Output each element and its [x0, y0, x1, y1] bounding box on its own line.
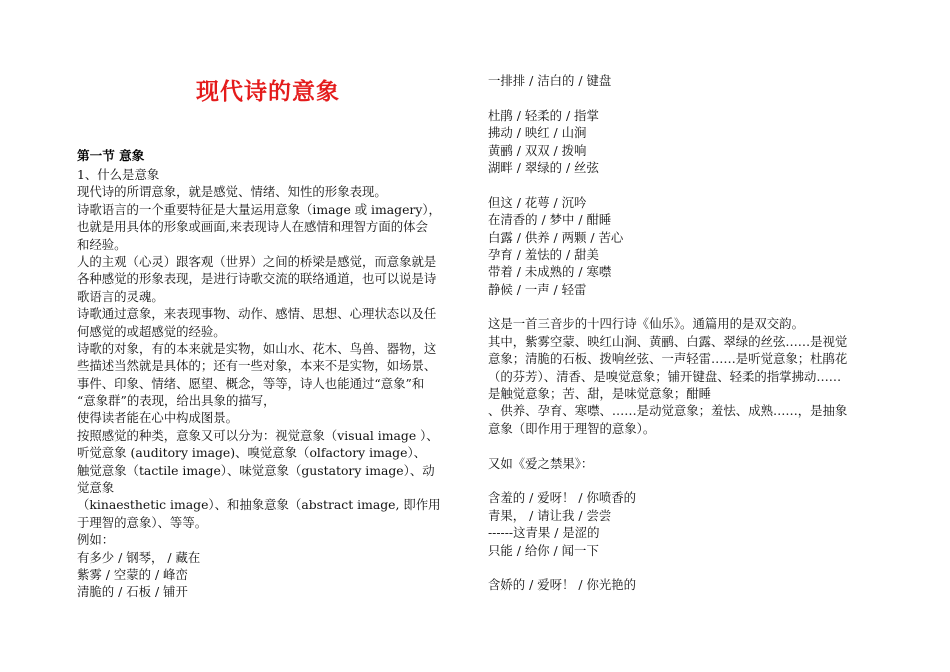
right-column-text — [488, 72, 898, 594]
body-text-line: 意象；清脆的石板、拨响丝弦、一声轻雷……是听觉意象；杜鹃花 — [488, 351, 848, 367]
body-text-line: 人的主观（心灵）跟客观（世界）之间的桥梁是感觉，而意象就是 — [77, 253, 437, 269]
body-text-line: 些描述当然就是具体的；还有一些对象，本来不是实物，如场景、 — [77, 358, 437, 374]
body-text-line: （kinaesthetic image）、和抽象意象（abstract image, 即作用 — [77, 497, 441, 513]
body-text-line: 含娇的 / 爱呀！ / 你光艳的 — [488, 577, 637, 593]
body-text-line: 紫雾 / 空蒙的 / 峰峦 — [77, 566, 188, 582]
body-text-line: 青果， / 请让我 / 尝尝 — [488, 507, 612, 523]
blank-line — [488, 89, 898, 106]
body-text-line: 使得读者能在心中构成图景。 — [77, 410, 239, 426]
body-text-line: 是触觉意象；苦、甜，是味觉意象；酣睡 — [488, 386, 712, 402]
document-title: 现代诗的意象 — [196, 79, 340, 105]
blank-line — [488, 559, 898, 576]
body-text-line: 其中，紫雾空蒙、映红山涧、黄鹂、白露、翠绿的丝弦……是视觉 — [488, 333, 848, 349]
left-column-text — [77, 166, 469, 601]
body-text-line: 但这 / 花萼 / 沉吟 — [488, 194, 587, 210]
blank-line — [488, 176, 898, 193]
body-text-line: 有多少 / 钢琴， / 藏在 — [77, 549, 201, 565]
body-text-line: 杜鹃 / 轻柔的 / 指掌 — [488, 107, 599, 123]
body-text-line: （的芬芳）、清香、是嗅觉意象；铺开键盘、轻柔的指掌拂动…… — [488, 368, 842, 384]
blank-line — [488, 472, 898, 489]
body-text-line: 也就是用具体的形象或画面,来表现诗人在感情和理智方面的体会 — [77, 219, 428, 235]
body-text-line: 、供养、孕育、寒噤、……是动觉意象；羞怯、成熟……，是抽象 — [488, 403, 848, 419]
body-text-line: 黄鹂 / 双双 / 拨响 — [488, 142, 587, 158]
body-text-line: 带着 / 未成熟的 / 寒噤 — [488, 264, 612, 280]
body-text-line: 按照感觉的种类，意象又可以分为：视觉意象（visual image ）、 — [77, 427, 439, 443]
body-text-line: 1、什么是意象 — [77, 167, 160, 182]
body-text-line: 例如： — [77, 532, 115, 548]
body-text-line: 觉意象 — [77, 480, 115, 496]
body-text-line: 诗歌语言的一个重要特征是大量运用意象（image 或 imagery）， — [77, 201, 441, 217]
body-text-line: 于理智的意象）、等等。 — [77, 514, 208, 530]
body-text-line: 在清香的 / 梦中 / 酣睡 — [488, 212, 612, 228]
body-text-line: 何感觉的或超感觉的经验。 — [77, 323, 226, 339]
body-text-line: 意象（即作用于理智的意象）。 — [488, 420, 656, 436]
body-text-line: 和经验。 — [77, 236, 127, 252]
blank-line — [488, 437, 898, 454]
body-text-line: 这是一首三音步的十四行诗《仙乐》。通篇用的是双交韵。 — [488, 316, 804, 332]
body-text-line: 听觉意象 (auditory image)、嗅觉意象（olfactory image）、 — [77, 445, 427, 461]
body-text-line: 现代诗的所谓意象，就是感觉、情绪、知性的形象表现。 — [77, 184, 387, 200]
body-text-line: 诗歌通过意象，来表现事物、动作、感情、思想、心理状态以及任 — [77, 306, 437, 322]
body-text-line: 触觉意象（tactile image）、味觉意象（gustatory image）、动 — [77, 462, 435, 478]
body-text-line: 诗歌的对象，有的本来就是实物，如山水、花木、鸟兽、器物，这 — [77, 340, 437, 356]
body-text-line: 白露 / 供养 / 两颗 / 苦心 — [488, 229, 624, 245]
body-text-line: 湖畔 / 翠绿的 / 丝弦 — [488, 159, 599, 175]
body-text-line: 拂动 / 映红 / 山涧 — [488, 125, 587, 141]
body-text-line: 又如《爱之禁果》： — [488, 455, 594, 471]
blank-line — [488, 298, 898, 315]
body-text-line: 一排排 / 洁白的 / 键盘 — [488, 73, 612, 88]
body-text-line: 歌语言的灵魂。 — [77, 288, 164, 304]
section-heading: 第一节 意象 — [77, 148, 145, 163]
body-text-line: 各种感觉的形象表现，是进行诗歌交流的联络通道，也可以说是诗 — [77, 271, 437, 287]
body-text-line: 事件、印象、情绪、愿望、概念，等等，诗人也能通过“意象”和 — [77, 375, 425, 391]
body-text-line: ------这青果 / 是涩的 — [488, 525, 600, 541]
body-text-line: 静候 / 一声 / 轻雷 — [488, 281, 587, 297]
body-text-line: 清脆的 / 石板 / 铺开 — [77, 584, 188, 600]
body-text-line: “意象群”的表现，给出具象的描写， — [77, 393, 276, 409]
body-text-line: 孕育 / 羞怯的 / 甜美 — [488, 246, 599, 262]
body-text-line: 含羞的 / 爱呀！ / 你喷香的 — [488, 490, 637, 506]
body-text-line: 只能 / 给你 / 闻一下 — [488, 542, 599, 558]
